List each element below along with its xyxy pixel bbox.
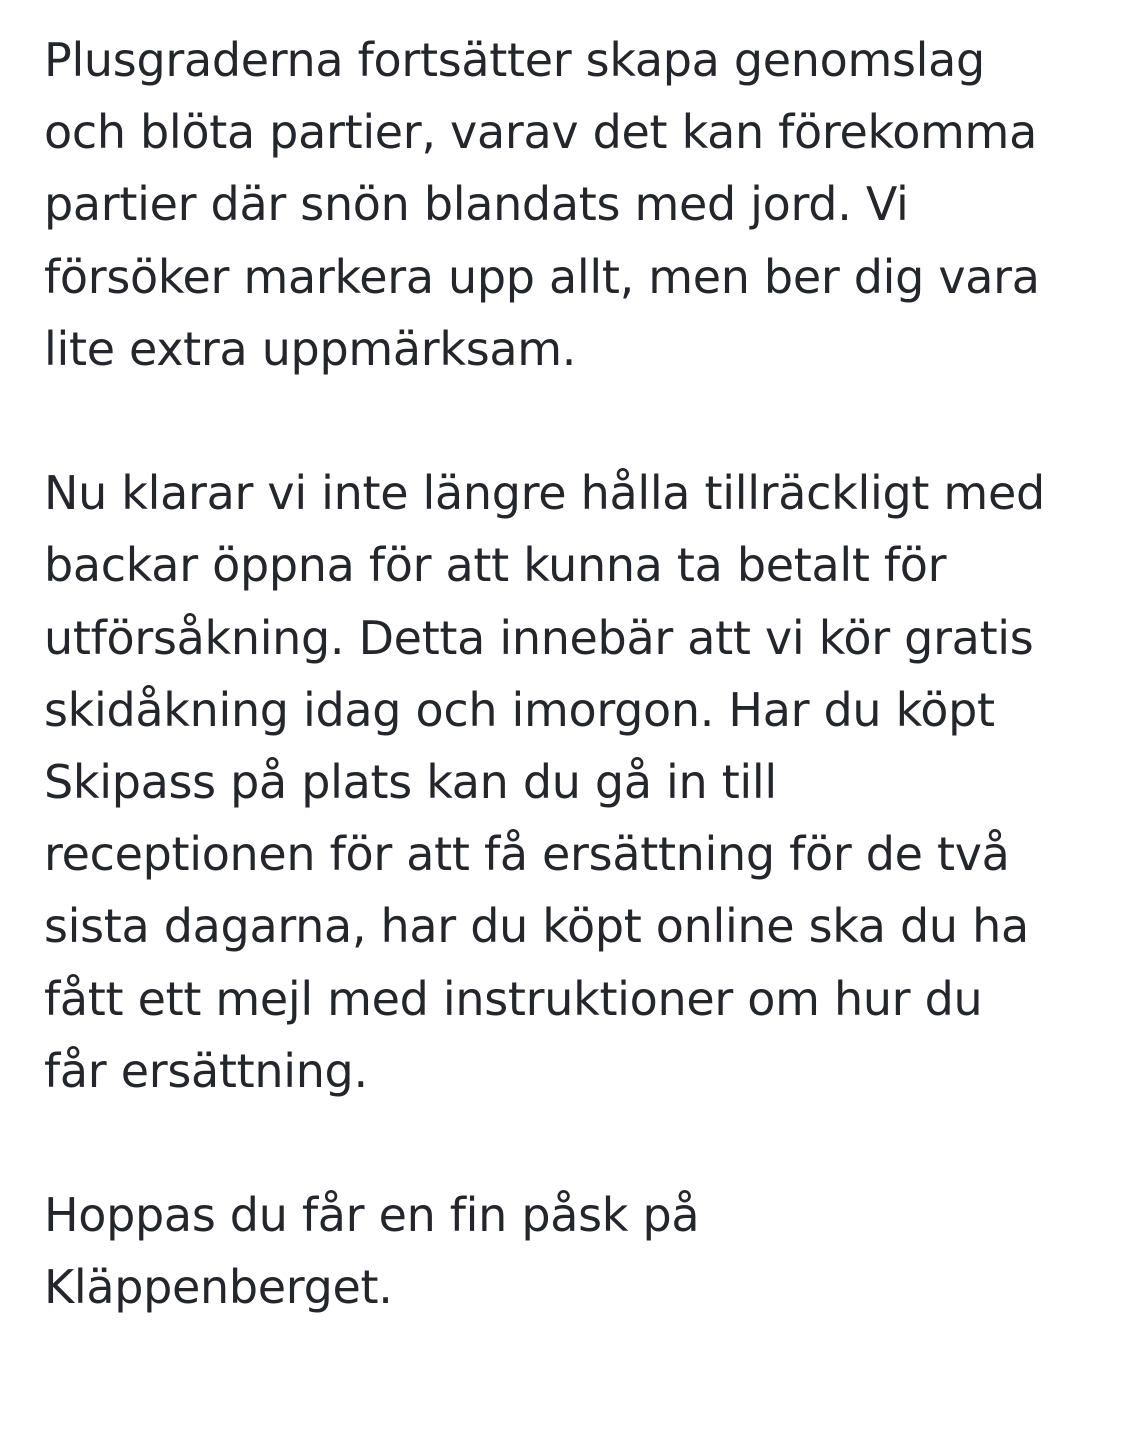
text-line: backar öppna för att kunna ta betalt för xyxy=(44,538,947,593)
paragraph-weather-conditions xyxy=(44,24,1104,385)
text-line: Hoppas du får en fin påsk på xyxy=(44,1188,700,1243)
article-body xyxy=(44,24,1104,1324)
text-line: partier där snön blandats med jord. Vi xyxy=(44,177,909,232)
text-line: Skipass på plats kan du gå in till xyxy=(44,755,777,810)
text-line: fått ett mejl med instruktioner om hur du xyxy=(44,971,983,1026)
text-line: utförsåkning. Detta innebär att vi kör gratis xyxy=(44,610,1034,665)
text-line: skidåkning idag och imorgon. Har du köpt xyxy=(44,682,995,737)
text-line: sista dagarna, har du köpt online ska du ha xyxy=(44,899,1029,954)
text-line: receptionen för att få ersättning för de två xyxy=(44,827,1010,882)
text-line: Kläppenberget. xyxy=(44,1260,393,1315)
paragraph-free-skiing-info xyxy=(44,457,1104,1107)
text-line: lite extra uppmärksam. xyxy=(44,321,577,376)
text-line: och blöta partier, varav det kan förekomma xyxy=(44,105,1037,160)
paragraph-closing-greeting xyxy=(44,1179,1104,1323)
text-line: får ersättning. xyxy=(44,1043,368,1098)
text-line: försöker markera upp allt, men ber dig vara xyxy=(44,249,1040,304)
text-line: Plusgraderna fortsätter skapa genomslag xyxy=(44,33,985,87)
text-line: Nu klarar vi inte längre hålla tillräckligt med xyxy=(44,466,1045,521)
